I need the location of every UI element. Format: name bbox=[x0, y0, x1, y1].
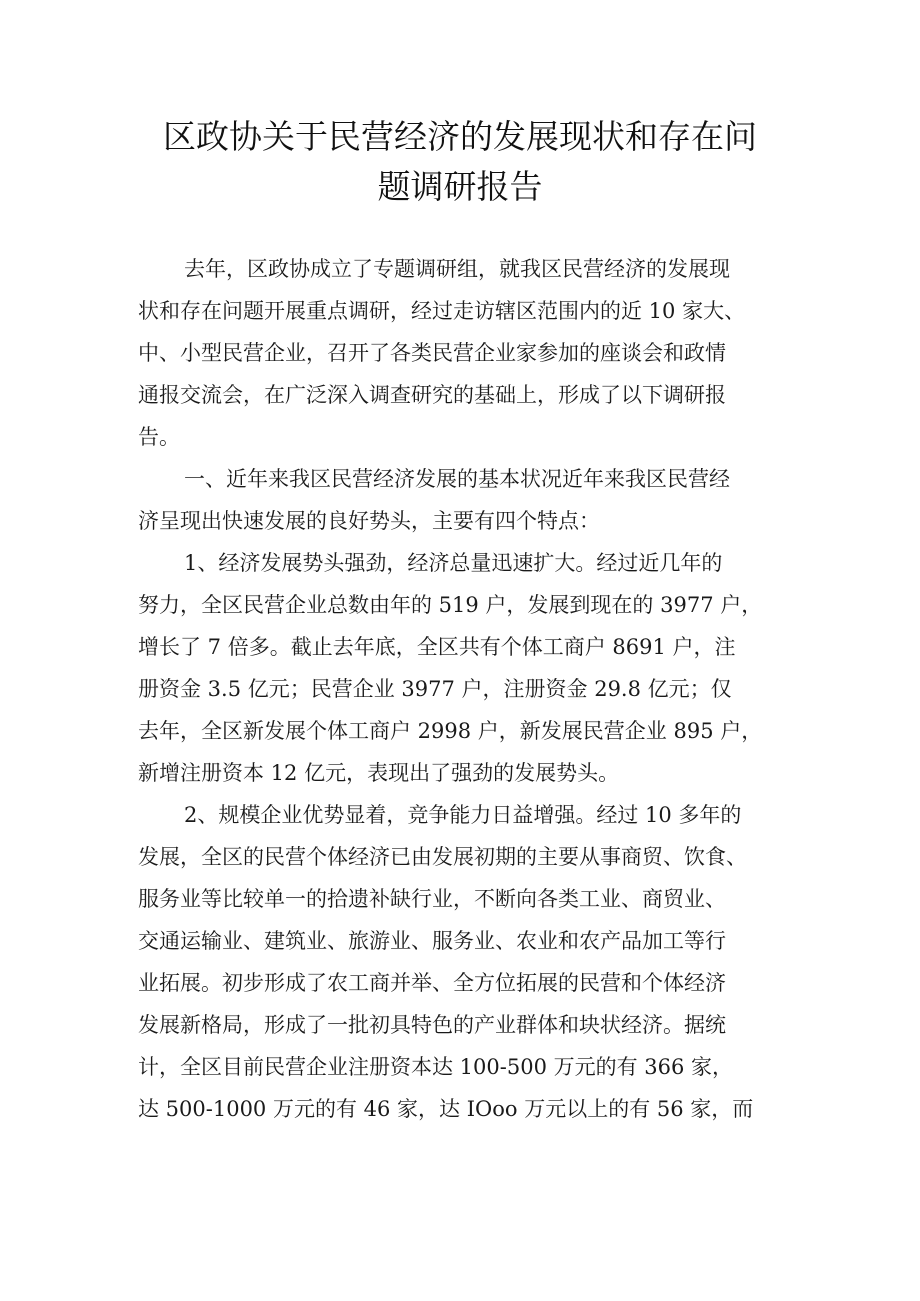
document-title bbox=[0, 112, 920, 212]
paragraph-3-line-6: 新增注册资本 12 亿元，表现出了强劲的发展势头。 bbox=[138, 761, 620, 785]
paragraph-3-line-3: 增长了 7 倍多。截止去年底，全区共有个体工商户 8691 户，注 bbox=[138, 635, 736, 659]
title-line-1: 区政协关于民营经济的发展现状和存在问 bbox=[163, 117, 757, 156]
paragraph-4-line-5: 业拓展。初步形成了农工商并举、全方位拓展的民营和个体经济 bbox=[138, 971, 726, 995]
document-body bbox=[138, 248, 788, 1130]
paragraph-1-line-5: 告。 bbox=[138, 425, 180, 449]
paragraph-4-line-3: 服务业等比较单一的拾遗补缺行业，不断向各类工业、商贸业、 bbox=[138, 887, 726, 911]
paragraph-4-line-7: 计，全区目前民营企业注册资本达 100-500 万元的有 366 家， bbox=[138, 1055, 734, 1079]
paragraph-4-line-2: 发展，全区的民营个体经济已由发展初期的主要从事商贸、饮食、 bbox=[138, 845, 747, 869]
paragraph-4-line-1: 2、规模企业优势显着，竞争能力日益增强。经过 10 多年的 bbox=[184, 803, 742, 827]
paragraph-1-line-1: 去年，区政协成立了专题调研组，就我区民营经济的发展现 bbox=[184, 257, 730, 281]
paragraph-3-line-4: 册资金 3.5 亿元；民营企业 3977 户，注册资金 29.8 亿元；仅 bbox=[138, 677, 732, 701]
paragraph-3-line-2: 努力，全区民营企业总数由年的 519 户，发展到现在的 3977 户， bbox=[138, 593, 763, 617]
paragraph-1-line-3: 中、小型民营企业，召开了各类民营企业家参加的座谈会和政情 bbox=[138, 341, 726, 365]
paragraph-4-line-8: 达 500-1000 万元的有 46 家，达 IOoo 万元以上的有 56 家，而 bbox=[138, 1097, 754, 1121]
title-line-2: 题调研报告 bbox=[377, 167, 543, 206]
paragraph-2-line-2: 济呈现出快速发展的良好势头，主要有四个特点： bbox=[138, 509, 600, 533]
paragraph-4-line-4: 交通运输业、建筑业、旅游业、服务业、农业和农产品加工等行 bbox=[138, 929, 726, 953]
paragraph-1-line-4: 通报交流会，在广泛深入调查研究的基础上，形成了以下调研报 bbox=[138, 383, 726, 407]
paragraph-1-line-2: 状和存在问题开展重点调研，经过走访辖区范围内的近 10 家大、 bbox=[138, 299, 746, 323]
paragraph-3-line-5: 去年，全区新发展个体工商户 2998 户，新发展民营企业 895 户， bbox=[138, 719, 763, 743]
paragraph-2-line-1: 一、近年来我区民营经济发展的基本状况近年来我区民营经 bbox=[184, 467, 730, 491]
paragraph-4-line-6: 发展新格局，形成了一批初具特色的产业群体和块状经济。据统 bbox=[138, 1013, 726, 1037]
paragraph-3-line-1: 1、经济发展势头强劲，经济总量迅速扩大。经过近几年的 bbox=[184, 551, 723, 575]
